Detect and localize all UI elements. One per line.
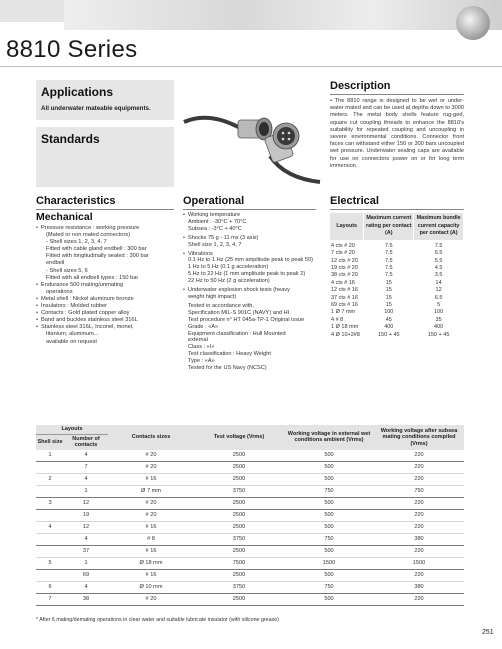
working-external-header: Working voltage in external wet conditions ambient (Vrms) <box>284 425 374 450</box>
table-cell-size: # 20 <box>108 593 194 605</box>
electrical-cell: 37 cts # 16 <box>331 294 358 301</box>
mechanical-item: • Pressure resistance : working pressure <box>36 225 174 232</box>
connector-photo-icon <box>456 6 490 40</box>
table-cell-test: 2500 <box>194 545 284 557</box>
table-cell-ext: 750 <box>284 533 374 545</box>
table-cell-test: 3750 <box>194 581 284 593</box>
table-cell-n: 1 <box>64 485 108 497</box>
operational-item: external <box>188 337 208 344</box>
layouts-header: Layouts <box>36 425 108 434</box>
layouts-header-row <box>36 425 464 434</box>
table-cell-test: 2500 <box>194 473 284 485</box>
electrical-cell: 7.5 <box>384 250 393 257</box>
description-section <box>330 80 464 170</box>
table-row <box>36 593 464 605</box>
electrical-row <box>330 280 464 287</box>
table-cell-shell <box>36 461 64 473</box>
mechanical-item: Fitted with all endbell types : 150 bar <box>46 274 139 281</box>
mechanical-item: titanium, aluminum... <box>46 331 99 338</box>
table-cell-shell: 5 <box>36 557 64 569</box>
table-cell-shell: 1 <box>36 450 64 462</box>
table-cell-sub: 220 <box>374 473 464 485</box>
mechanical-title: Mechanical <box>36 211 93 223</box>
table-cell-sub: 220 <box>374 497 464 509</box>
electrical-table-body <box>330 240 464 339</box>
mechanical-item: - Shell sizes 5, 6 <box>46 267 88 274</box>
electrical-cell: 4 cts # 16 <box>331 279 355 286</box>
table-row <box>36 581 464 593</box>
mechanical-item: • Endurance 500 mating/unmating <box>36 282 174 289</box>
electrical-cell: 400 <box>384 324 394 331</box>
operational-item: weight high impact) <box>188 293 237 300</box>
table-cell-shell: 3 <box>36 497 64 509</box>
logo-area <box>0 0 64 22</box>
operational-item: 22 Hz to 50 Hz (2 g acceleration) <box>188 278 270 285</box>
electrical-row <box>330 302 464 309</box>
electrical-row <box>330 309 464 316</box>
characteristics-title: Characteristics <box>36 195 174 210</box>
table-cell-size: Ø 18 mm <box>108 557 194 569</box>
table-row <box>36 461 464 473</box>
table-cell-n: 12 <box>64 521 108 533</box>
mechanical-item: endbell <box>46 260 65 267</box>
table-cell-size: Ø 7 mm <box>108 485 194 497</box>
table-cell-n: 12 <box>64 497 108 509</box>
connector-photo <box>182 84 322 184</box>
electrical-cell: 400 <box>434 324 444 331</box>
operational-item: Test procedure n° HT 045a-TP-1 Original issue <box>188 316 305 323</box>
contacts-sizes-header: Contacts sizes <box>108 425 194 450</box>
table-row <box>36 533 464 545</box>
table-cell-ext: 500 <box>284 473 374 485</box>
table-cell-sub: 220 <box>374 521 464 533</box>
electrical-cell: 45 <box>385 316 392 323</box>
mechanical-item: • Insulators : Molded rubber <box>36 303 174 310</box>
table-cell-n: 4 <box>64 473 108 485</box>
operational-item: Type : «A» <box>188 358 215 365</box>
electrical-cell: 7.5 <box>384 257 393 264</box>
operational-list <box>183 212 316 372</box>
electrical-cell: 7.5 <box>384 272 393 279</box>
electrical-cell: 5 <box>437 302 441 309</box>
electrical-cell: 7 cts # 20 <box>331 250 355 257</box>
table-cell-ext: 500 <box>284 569 374 581</box>
electrical-cell: 12 cts # 16 <box>331 287 358 294</box>
footnote: * After 6 mating/demating operations in clear water and suitable lubricate insulator (with silicone grease) <box>36 617 279 623</box>
table-cell-shell: 4 <box>36 521 64 533</box>
operational-item: • Vibrations <box>183 251 316 258</box>
table-cell-size: # 20 <box>108 450 194 462</box>
number-of-contacts-header: Number of contacts <box>64 434 108 450</box>
table-row <box>36 569 464 581</box>
electrical-cell: 4 # 8 <box>331 316 344 323</box>
mechanical-item: available on request <box>46 338 97 345</box>
electrical-table <box>330 213 464 339</box>
table-cell-sub: 220 <box>374 569 464 581</box>
page-header <box>0 0 502 72</box>
table-cell-n: 4 <box>64 533 108 545</box>
table-row <box>36 557 464 569</box>
table-row <box>36 450 464 462</box>
electrical-cell: 5.5 <box>434 257 443 264</box>
table-cell-test: 3750 <box>194 485 284 497</box>
electrical-cell: 6.5 <box>434 294 443 301</box>
operational-item: Tested in accordance with, <box>188 302 254 309</box>
electrical-row <box>330 240 464 250</box>
table-cell-sub: 220 <box>374 461 464 473</box>
electrical-cell: 15 <box>385 294 392 301</box>
applications-box <box>36 80 174 120</box>
electrical-cell: 35 <box>435 316 442 323</box>
electrical-cell: 4.5 <box>434 265 443 271</box>
electrical-cell: 38 cts # 20 <box>331 272 358 279</box>
table-cell-shell: 7 <box>36 593 64 605</box>
layouts-table-section <box>36 425 464 606</box>
table-cell-n: 19 <box>64 509 108 521</box>
operational-title: Operational <box>183 195 316 210</box>
operational-item: • Shocks 75 g - 11 ms (3 axis) <box>183 235 316 242</box>
mechanical-item: (Mated or non mated connectors) <box>46 232 131 239</box>
table-cell-shell <box>36 533 64 545</box>
table-row <box>36 473 464 485</box>
description-text: • The 8810 range is designed to be wet or under-water mated and can be used at depths down to 3000 meters. The metal body shells feature rug-ged, square cut coupling threads to enhance the 8810's suitability for repeated coupling and uncoupling in severe environmental conditions. Connector front faces can withstand either 150 or 300 bars uncoupled wet pressure. Underwater sealing caps are available for use on connectors power on or for long term immersion. <box>330 98 464 169</box>
electrical-header-cell: Layouts <box>330 213 364 240</box>
table-cell-ext: 500 <box>284 521 374 533</box>
table-cell-n: 69 <box>64 569 108 581</box>
electrical-cell: 14 <box>435 279 442 286</box>
table-cell-ext: 500 <box>284 497 374 509</box>
operational-item: Equipment classification : Hull Mounted <box>188 330 286 337</box>
table-cell-test: 2500 <box>194 521 284 533</box>
electrical-header-row <box>330 213 464 240</box>
table-cell-n: 4 <box>64 581 108 593</box>
table-cell-ext: 750 <box>284 485 374 497</box>
mechanical-item: • Contacts : Gold plated copper alloy <box>36 310 174 317</box>
operational-item: 5 Hz to 22 Hz (1 mm amplitude peak to peak 2) <box>188 271 306 278</box>
mechanical-list <box>36 225 174 346</box>
table-cell-ext: 750 <box>284 581 374 593</box>
electrical-header-cell: Maximum current rating per contact (A) <box>364 213 414 240</box>
operational-item: Specification MIL-S 901C (NAVY) and HI <box>188 309 290 316</box>
table-cell-test: 2500 <box>194 593 284 605</box>
electrical-cell: 15 <box>385 279 392 286</box>
electrical-row <box>330 265 464 272</box>
electrical-row <box>330 295 464 302</box>
table-cell-n: 4 <box>64 450 108 462</box>
operational-item: Test classification : Heavy Weight <box>188 351 271 358</box>
electrical-row <box>330 272 464 279</box>
table-cell-ext: 500 <box>284 450 374 462</box>
electrical-cell: 150 + 45 <box>378 331 400 338</box>
electrical-cell: 4 cts # 20 <box>331 242 355 249</box>
electrical-cell: 12 cts # 20 <box>331 257 358 264</box>
table-cell-test: 2500 <box>194 509 284 521</box>
operational-item: Shell size 1, 2, 3, 4, 7 <box>188 241 242 248</box>
table-cell-test: 3750 <box>194 533 284 545</box>
mechanical-item: operations <box>46 288 73 295</box>
electrical-cell: 12 <box>435 287 442 294</box>
operational-item: Subsea : -3°C + 40°C <box>188 225 242 232</box>
table-cell-sub: 380 <box>374 581 464 593</box>
title-divider <box>0 66 502 67</box>
table-cell-test: 2500 <box>194 461 284 473</box>
electrical-cell: 15 <box>385 287 392 294</box>
operational-item: 1 Hz to 5 Hz (0.1 g acceleration) <box>188 264 269 271</box>
electrical-section <box>330 195 464 339</box>
table-cell-ext: 500 <box>284 461 374 473</box>
electrical-row <box>330 287 464 294</box>
table-cell-size: # 20 <box>108 497 194 509</box>
table-row <box>36 521 464 533</box>
operational-item: Grade : «A» <box>188 323 219 330</box>
table-cell-size: # 16 <box>108 473 194 485</box>
table-cell-size: # 20 <box>108 509 194 521</box>
table-cell-size: # 16 <box>108 569 194 581</box>
table-cell-n: 37 <box>64 545 108 557</box>
electrical-cell: 100 <box>434 309 444 316</box>
electrical-cell: 15 <box>385 302 392 309</box>
table-cell-size: # 16 <box>108 545 194 557</box>
electrical-header-cell: Maximum bundle current capacity per contact (A) <box>414 213 464 240</box>
table-cell-n: 38 <box>64 593 108 605</box>
electrical-row <box>330 324 464 331</box>
table-cell-shell <box>36 545 64 557</box>
electrical-row <box>330 317 464 324</box>
table-cell-shell <box>36 569 64 581</box>
electrical-cell: 150 + 45 <box>427 331 450 338</box>
table-cell-n: 7 <box>64 461 108 473</box>
table-cell-ext: 500 <box>284 545 374 557</box>
operational-item: • Underwater explosion shock tests (heavy <box>183 287 316 294</box>
standards-box <box>36 127 174 187</box>
table-cell-sub: 220 <box>374 509 464 521</box>
table-cell-ext: 500 <box>284 593 374 605</box>
operational-item: 0.1 Hz to 1 Hz (25 mm amplitude peak to peak 50) <box>188 257 313 264</box>
electrical-title: Electrical <box>330 195 464 210</box>
table-cell-size: # 8 <box>108 533 194 545</box>
mechanical-item: Fitted with longitudinally sealed : 300 bar <box>46 253 149 260</box>
applications-text: All underwater mateable equipments. <box>41 105 151 112</box>
mechanical-item: • Metal shell : Nickel aluminum bronze <box>36 296 174 303</box>
electrical-cell: 7.5 <box>384 265 393 271</box>
table-cell-shell <box>36 485 64 497</box>
table-cell-sub: 220 <box>374 450 464 462</box>
table-cell-test: 2500 <box>194 569 284 581</box>
electrical-row <box>330 250 464 257</box>
layouts-table-body <box>36 450 464 606</box>
table-cell-sub: 220 <box>374 545 464 557</box>
electrical-cell: 100 <box>384 309 394 316</box>
electrical-row <box>330 332 464 339</box>
characteristics-section <box>36 195 174 346</box>
mechanical-item: • Stainless steel 316L, Inconel, monel, <box>36 324 174 331</box>
electrical-row <box>330 258 464 265</box>
layouts-table <box>36 425 464 606</box>
series-title: 8810 Series <box>6 36 138 63</box>
mechanical-item: - Shell sizes 1, 2, 3, 4, 7 <box>46 239 107 246</box>
electrical-cell: 3.5 <box>434 272 443 279</box>
table-cell-n: 1 <box>64 557 108 569</box>
description-title: Description <box>330 80 464 95</box>
standards-title: Standards <box>41 132 100 146</box>
mechanical-item: • Band and buckles stainless steel 316L <box>36 317 174 324</box>
table-cell-sub: 220 <box>374 593 464 605</box>
table-cell-test: 7500 <box>194 557 284 569</box>
applications-title: Applications <box>41 85 114 99</box>
table-cell-sub: 380 <box>374 533 464 545</box>
operational-item: • Working temperature <box>183 212 316 219</box>
table-cell-test: 2500 <box>194 497 284 509</box>
electrical-cell: 7.5 <box>384 242 393 249</box>
shell-size-header: Shell size <box>36 434 64 450</box>
mechanical-item: Fitted with cable gland endbell : 300 bar <box>46 246 147 253</box>
table-cell-size: Ø 10 mm <box>108 581 194 593</box>
table-cell-size: # 20 <box>108 461 194 473</box>
table-row <box>36 545 464 557</box>
table-row <box>36 485 464 497</box>
working-subsea-header: Working voltage after subsea mating conditions compiled (Vrms) <box>374 425 464 450</box>
table-cell-shell: 6 <box>36 581 64 593</box>
page-number: 251 <box>482 629 494 636</box>
table-row <box>36 509 464 521</box>
table-cell-ext: 500 <box>284 509 374 521</box>
electrical-cell: 69 cts # 16 <box>331 302 358 309</box>
electrical-cell: 7.5 <box>434 242 443 249</box>
table-cell-sub: 750 <box>374 485 464 497</box>
electrical-cell: 1 Ø 7 mm <box>331 309 356 316</box>
test-voltage-header: Test voltage (Vrms) <box>194 425 284 450</box>
table-cell-size: # 16 <box>108 521 194 533</box>
operational-section <box>183 195 316 372</box>
table-cell-test: 2500 <box>194 450 284 462</box>
operational-item: Class : «I» <box>188 344 215 351</box>
operational-item: Ambient : -30°C + 70°C <box>188 218 247 225</box>
table-cell-sub: 1500 <box>374 557 464 569</box>
header-photo-strip <box>64 0 502 30</box>
description-body: The 8810 range is designed to be wet or under-water mated and can be used at depths down to 3000 meters. The metal body shells feature rug-ged, square cut coupling threads to enhance the 8810's suitability for repeated coupling and uncoupling in severe environmental conditions. Connector front faces can withstand either 150 or 300 bars uncoupled wet pressure. Underwater sealing caps are available for use on connectors power on or for long term immersion. <box>330 98 464 169</box>
operational-item: Tested for the US Navy (NCSC) <box>188 365 267 372</box>
electrical-cell: 19 cts # 20 <box>331 265 358 271</box>
table-cell-shell <box>36 509 64 521</box>
electrical-cell: 6.5 <box>434 250 443 257</box>
table-cell-ext: 1500 <box>284 557 374 569</box>
electrical-cell: 1 Ø 18 mm <box>331 324 359 331</box>
table-row <box>36 497 464 509</box>
electrical-cell: 4 Ø 10+2#8 <box>331 331 360 338</box>
table-cell-shell: 2 <box>36 473 64 485</box>
